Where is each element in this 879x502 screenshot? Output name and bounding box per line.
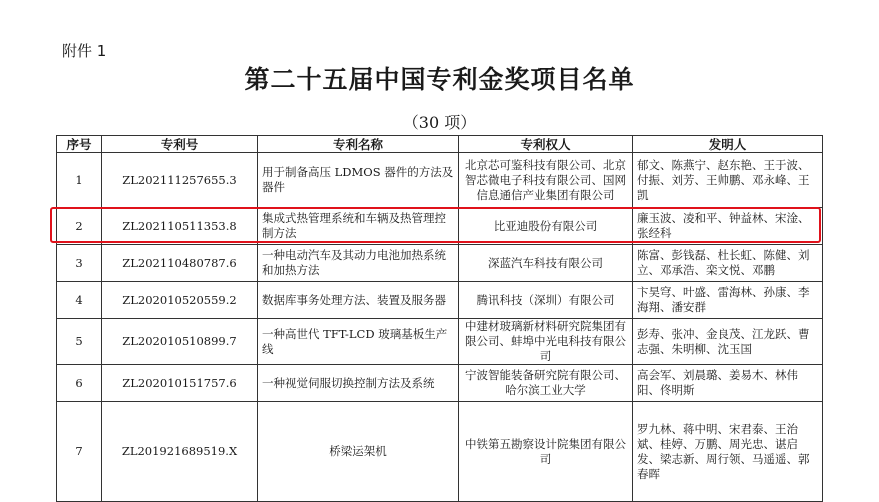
cell-inventors: 彭寿、张冲、金良茂、江龙跃、曹志强、朱明柳、沈玉国 xyxy=(633,319,823,365)
cell-patent-name: 一种高世代 TFT-LCD 玻璃基板生产线 xyxy=(258,319,459,365)
cell-owner: 中建材玻璃新材料研究院集团有限公司、蚌埠中光电科技有限公司 xyxy=(459,319,633,365)
cell-no: 1 xyxy=(57,153,102,208)
cell-owner: 北京芯可鉴科技有限公司、北京智芯微电子科技有限公司、国网信息通信产业集团有限公司 xyxy=(459,153,633,208)
cell-inventors: 廉玉波、凌和平、钟益林、宋淦、张经科 xyxy=(633,208,823,245)
cell-inventors: 罗九林、蒋中明、宋君泰、王治斌、桂婷、万鹏、周光忠、谌启发、梁志新、周行领、马遥遥、郭春晖 xyxy=(633,402,823,502)
cell-patent-name: 用于制备高压 LDMOS 器件的方法及器件 xyxy=(258,153,459,208)
cell-patent-name: 一种视觉伺服切换控制方法及系统 xyxy=(258,365,459,402)
cell-no: 7 xyxy=(57,402,102,502)
table-header-row xyxy=(57,136,823,153)
header-inventors: 发明人 xyxy=(633,136,823,153)
header-patent-no: 专利号 xyxy=(102,136,258,153)
cell-inventors: 郁文、陈燕宁、赵东艳、王于波、付振、刘芳、王帅鹏、邓永峰、王凯 xyxy=(633,153,823,208)
cell-patent-no: ZL202110480787.6 xyxy=(102,245,258,282)
header-owner: 专利权人 xyxy=(459,136,633,153)
cell-patent-name: 一种电动汽车及其动力电池加热系统和加热方法 xyxy=(258,245,459,282)
cell-patent-no: ZL202111257655.3 xyxy=(102,153,258,208)
table-row xyxy=(57,208,823,245)
table-row xyxy=(57,153,823,208)
document-subtitle: （30 项） xyxy=(402,113,477,132)
cell-patent-name: 数据库事务处理方法、装置及服务器 xyxy=(258,282,459,319)
cell-owner: 深蓝汽车科技有限公司 xyxy=(459,245,633,282)
cell-patent-no: ZL202010520559.2 xyxy=(102,282,258,319)
header-patent-name: 专利名称 xyxy=(258,136,459,153)
document-title: 第二十五届中国专利金奖项目名单 xyxy=(244,65,635,94)
table-row xyxy=(57,319,823,365)
table-row xyxy=(57,402,823,502)
cell-patent-no: ZL201921689519.X xyxy=(102,402,258,502)
cell-inventors: 卞昊穹、叶盛、雷海林、孙康、李海翔、潘安群 xyxy=(633,282,823,319)
patent-award-table xyxy=(56,135,823,502)
cell-no: 3 xyxy=(57,245,102,282)
cell-owner: 宁波智能装备研究院有限公司、哈尔滨工业大学 xyxy=(459,365,633,402)
cell-no: 5 xyxy=(57,319,102,365)
cell-owner: 中铁第五勘察设计院集团有限公司 xyxy=(459,402,633,502)
header-no: 序号 xyxy=(57,136,102,153)
cell-no: 2 xyxy=(57,208,102,245)
cell-no: 6 xyxy=(57,365,102,402)
cell-inventors: 陈富、彭钱磊、杜长虹、陈健、刘立、邓承浩、栾文悦、邓鹏 xyxy=(633,245,823,282)
table-row xyxy=(57,245,823,282)
cell-owner: 腾讯科技（深圳）有限公司 xyxy=(459,282,633,319)
table-row xyxy=(57,365,823,402)
cell-inventors: 高会军、刘晨璐、姜易木、林伟阳、佟明斯 xyxy=(633,365,823,402)
cell-patent-no: ZL202010510899.7 xyxy=(102,319,258,365)
cell-patent-no: ZL202110511353.8 xyxy=(102,208,258,245)
cell-patent-name: 集成式热管理系统和车辆及热管理控制方法 xyxy=(258,208,459,245)
cell-patent-name: 桥梁运架机 xyxy=(258,402,459,502)
cell-no: 4 xyxy=(57,282,102,319)
table-row xyxy=(57,282,823,319)
cell-patent-no: ZL202010151757.6 xyxy=(102,365,258,402)
attachment-label: 附件 1 xyxy=(62,42,107,60)
cell-owner: 比亚迪股份有限公司 xyxy=(459,208,633,245)
